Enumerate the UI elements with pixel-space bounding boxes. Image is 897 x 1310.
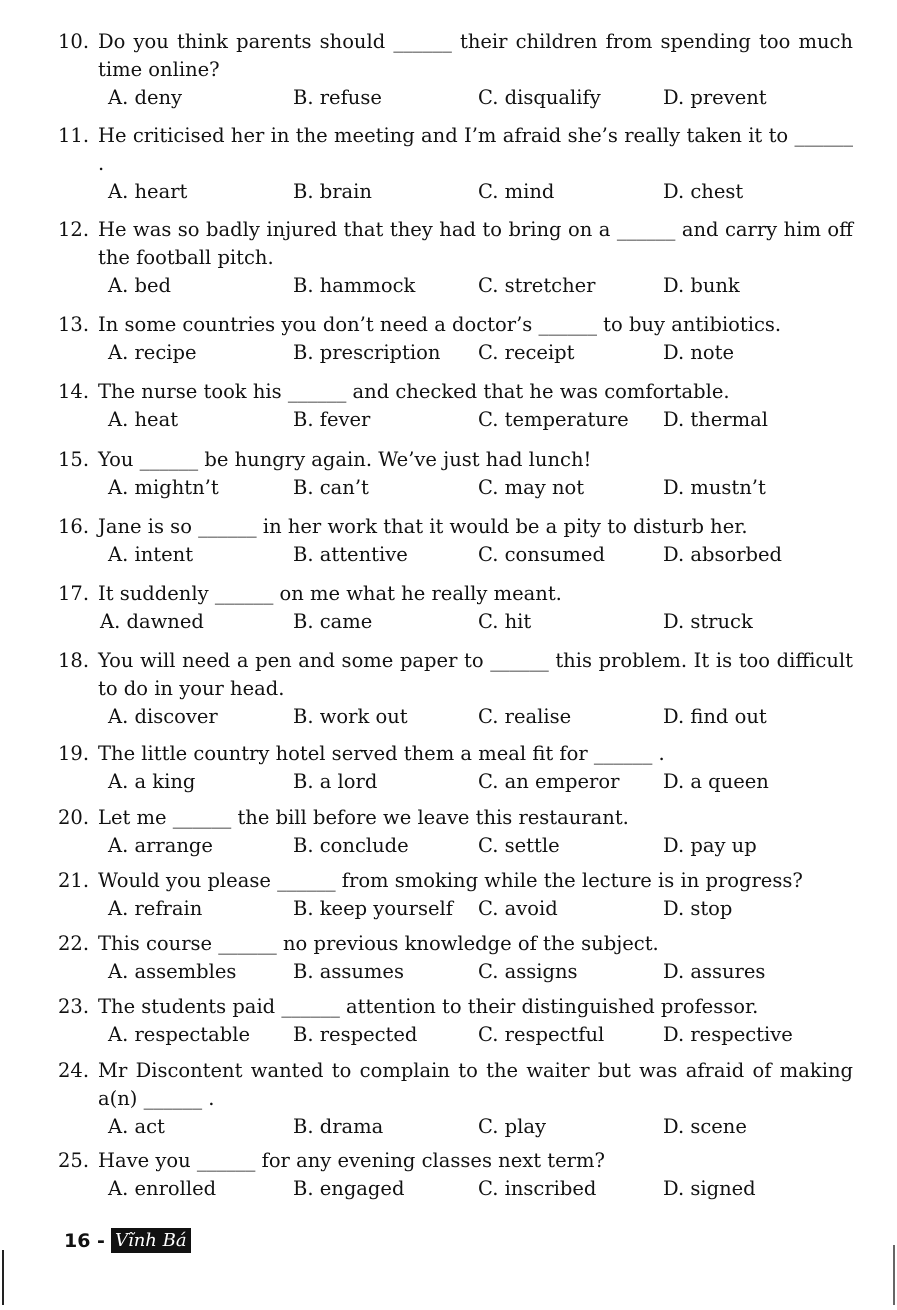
- option-b: B. engaged: [293, 1177, 405, 1200]
- answer-options: [108, 958, 853, 986]
- question-13: [58, 311, 853, 367]
- answer-options: [108, 832, 853, 860]
- answer-options: [108, 1113, 853, 1141]
- option-d: D. scene: [663, 1115, 747, 1138]
- option-a: A. discover: [108, 705, 218, 728]
- option-a: A. dawned: [100, 610, 204, 633]
- scan-edge-mark-left: [2, 1250, 4, 1305]
- option-c: C. inscribed: [478, 1177, 597, 1200]
- answer-options: [108, 178, 853, 206]
- option-c: C. hit: [478, 610, 532, 633]
- option-a: A. enrolled: [108, 1177, 217, 1200]
- answer-options: [108, 1021, 853, 1049]
- question-11: [58, 122, 853, 206]
- option-d: D. struck: [663, 610, 753, 633]
- option-b: B. assumes: [293, 960, 404, 983]
- question-number: 13.: [58, 313, 90, 336]
- option-c: C. assigns: [478, 960, 578, 983]
- question-number: 18.: [58, 649, 90, 672]
- page-footer: [64, 1228, 191, 1253]
- option-c: C. avoid: [478, 897, 558, 920]
- option-d: D. find out: [663, 705, 767, 728]
- question-stem: You ______ be hungry again. We’ve just had lunch!: [98, 448, 592, 471]
- option-c: C. may not: [478, 476, 585, 499]
- option-c: C. consumed: [478, 543, 605, 566]
- question-stem: It suddenly ______ on me what he really meant.: [98, 582, 562, 605]
- option-a: A. arrange: [108, 834, 213, 857]
- question-number: 17.: [58, 582, 90, 605]
- option-b: B. can’t: [293, 476, 369, 499]
- option-b: B. respected: [293, 1023, 418, 1046]
- question-number: 14.: [58, 380, 90, 403]
- option-b: B. refuse: [293, 86, 382, 109]
- scan-edge-mark-right: [893, 1245, 895, 1305]
- question-16: [58, 513, 853, 569]
- question-15: [58, 446, 853, 502]
- option-d: D. bunk: [663, 274, 740, 297]
- option-d: D. note: [663, 341, 735, 364]
- answer-options: [108, 895, 853, 923]
- option-a: A. mightn’t: [108, 476, 219, 499]
- question-20: [58, 804, 853, 860]
- question-12: [58, 216, 853, 300]
- option-a: A. heat: [108, 408, 179, 431]
- option-d: D. stop: [663, 897, 733, 920]
- option-c: C. disqualify: [478, 86, 601, 109]
- answer-options: [108, 272, 853, 300]
- option-d: D. absorbed: [663, 543, 783, 566]
- answer-options: [108, 474, 853, 502]
- question-stem: Have you ______ for any evening classes next term?: [98, 1149, 605, 1172]
- question-stem: He was so badly injured that they had to bring on a ______ and carry him off the football pitch.: [98, 218, 853, 269]
- answer-options: [108, 339, 853, 367]
- option-b: B. came: [293, 610, 373, 633]
- question-number: 25.: [58, 1149, 90, 1172]
- question-stem: Jane is so ______ in her work that it would be a pity to disturb her.: [98, 515, 748, 538]
- option-c: C. mind: [478, 180, 555, 203]
- page-number: 16 -: [64, 1229, 105, 1252]
- option-b: B. brain: [293, 180, 372, 203]
- option-c: C. temperature: [478, 408, 629, 431]
- question-number: 20.: [58, 806, 90, 829]
- question-number: 11.: [58, 124, 90, 147]
- question-19: [58, 740, 853, 796]
- option-d: D. mustn’t: [663, 476, 766, 499]
- option-a: A. bed: [108, 274, 171, 297]
- answer-options: [108, 1175, 853, 1203]
- option-a: A. intent: [108, 543, 194, 566]
- question-number: 23.: [58, 995, 90, 1018]
- option-d: D. pay up: [663, 834, 757, 857]
- option-c: C. settle: [478, 834, 560, 857]
- option-b: B. prescription: [293, 341, 441, 364]
- option-c: C. stretcher: [478, 274, 596, 297]
- option-b: B. work out: [293, 705, 408, 728]
- option-c: C. respectful: [478, 1023, 605, 1046]
- question-stem: Do you think parents should ______ their children from spending too much time online?: [98, 30, 853, 81]
- question-stem: The little country hotel served them a meal fit for ______ .: [98, 742, 665, 765]
- publisher-logo: Vĩnh Bá: [111, 1228, 191, 1253]
- option-a: A. assembles: [108, 960, 237, 983]
- answer-options: [108, 703, 853, 731]
- question-14: [58, 378, 853, 434]
- question-22: [58, 930, 853, 986]
- question-18: [58, 647, 853, 731]
- question-number: 16.: [58, 515, 90, 538]
- answer-options: [108, 406, 853, 434]
- question-stem: The nurse took his ______ and checked that he was comfortable.: [98, 380, 730, 403]
- option-a: A. refrain: [108, 897, 203, 920]
- question-number: 10.: [58, 30, 90, 53]
- answer-options: [108, 84, 853, 112]
- option-d: D. chest: [663, 180, 744, 203]
- option-a: A. recipe: [108, 341, 197, 364]
- option-c: C. realise: [478, 705, 572, 728]
- question-number: 22.: [58, 932, 90, 955]
- question-10: [58, 28, 853, 112]
- question-stem: In some countries you don’t need a doctor’s ______ to buy antibiotics.: [98, 313, 782, 336]
- option-a: A. deny: [108, 86, 183, 109]
- option-d: D. assures: [663, 960, 766, 983]
- answer-options: [108, 541, 853, 569]
- answer-options: [108, 768, 853, 796]
- option-d: D. a queen: [663, 770, 769, 793]
- question-stem: Would you please ______ from smoking while the lecture is in progress?: [98, 869, 803, 892]
- option-c: C. play: [478, 1115, 546, 1138]
- option-b: B. drama: [293, 1115, 384, 1138]
- option-a: A. respectable: [108, 1023, 251, 1046]
- option-a: A. act: [108, 1115, 165, 1138]
- question-number: 15.: [58, 448, 90, 471]
- option-c: C. receipt: [478, 341, 575, 364]
- question-stem: This course ______ no previous knowledge of the subject.: [98, 932, 659, 955]
- option-b: B. hammock: [293, 274, 416, 297]
- option-b: B. keep yourself: [293, 897, 453, 920]
- option-d: D. prevent: [663, 86, 767, 109]
- question-number: 24.: [58, 1059, 90, 1082]
- question-stem: The students paid ______ attention to their distinguished professor.: [98, 995, 759, 1018]
- question-stem: Let me ______ the bill before we leave this restaurant.: [98, 806, 629, 829]
- option-d: D. thermal: [663, 408, 768, 431]
- option-b: B. fever: [293, 408, 371, 431]
- question-21: [58, 867, 853, 923]
- question-number: 12.: [58, 218, 90, 241]
- question-23: [58, 993, 853, 1049]
- option-b: B. attentive: [293, 543, 408, 566]
- question-25: [58, 1147, 853, 1203]
- option-b: B. a lord: [293, 770, 378, 793]
- question-stem: He criticised her in the meeting and I’m afraid she’s really taken it to ______ .: [98, 124, 853, 175]
- question-stem: You will need a pen and some paper to ______ this problem. It is too difficult to do in your head.: [98, 649, 853, 700]
- option-c: C. an emperor: [478, 770, 620, 793]
- question-24: [58, 1057, 853, 1141]
- option-d: D. signed: [663, 1177, 756, 1200]
- option-d: D. respective: [663, 1023, 793, 1046]
- question-stem: Mr Discontent wanted to complain to the waiter but was afraid of making a(n) ______ .: [98, 1059, 853, 1110]
- option-b: B. conclude: [293, 834, 409, 857]
- question-number: 21.: [58, 869, 90, 892]
- option-a: A. a king: [108, 770, 196, 793]
- question-number: 19.: [58, 742, 90, 765]
- option-a: A. heart: [108, 180, 188, 203]
- question-17: [58, 580, 853, 636]
- answer-options: [100, 608, 853, 636]
